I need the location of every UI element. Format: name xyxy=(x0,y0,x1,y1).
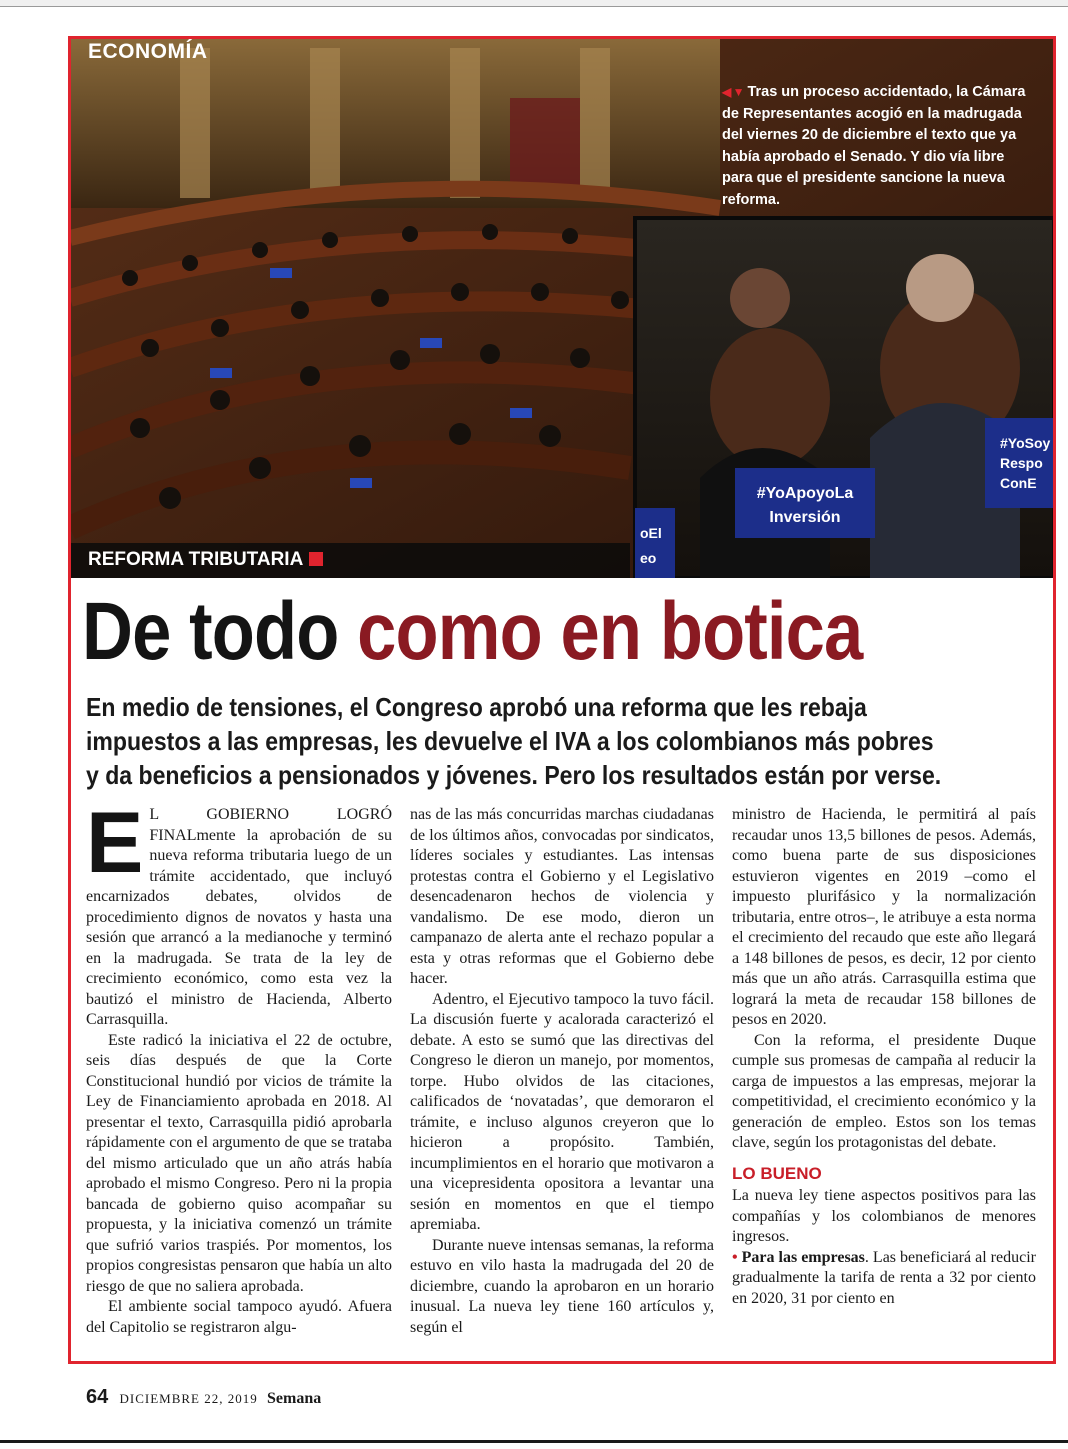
deck-line: En medio de tensiones, el Congreso aprobó una reforma que les rebaja xyxy=(86,692,867,722)
section-label: ECONOMÍA xyxy=(88,40,208,63)
kicker xyxy=(88,549,323,571)
bullet-text: . Las beneficiará al reducir gradualmente la tarifa de renta a 32 por ciento en 2020, 31 por ciento en xyxy=(732,1248,1036,1307)
magazine-name: Semana xyxy=(267,1390,322,1407)
page-footer xyxy=(86,1386,321,1409)
paragraph: Adentro, el Ejecutivo tampoco la tuvo fácil. La discusión fuerte y acalorada caracterizó el debate. A esto se sumó que las directivas del Congreso le dieron un manejo, por momentos, torpe. Hubo olvidos de las citaciones, calificados de ‘novatadas’, que demoraron el trámite, e incluso algunos creyeron que lo hicieron a propósito. También, incumplimientos en el horario que motivaron a una vicepresidenta opositora a levantar una sesión en momentos en que el tiempo apremiaba. xyxy=(410,990,714,1233)
photo-caption xyxy=(722,82,1032,211)
photo-caption-text: Tras un proceso accidentado, la Cámara de Representantes acogió en la madrugada del viernes 20 de diciembre el texto que ya había aprobado el Senado. Y dio vía libre para que el presidente sancione la nueva reforma. xyxy=(722,84,1026,208)
bullet-label: Para las empresas xyxy=(741,1248,865,1266)
paragraph: La nueva ley tiene aspectos positivos para las compañías y los colombianos de menores ingresos. xyxy=(732,1187,1036,1245)
caption-arrows-icon: ◀ ▼ xyxy=(722,85,744,99)
subheading: LO BUENO xyxy=(732,1163,822,1183)
body-column-2 xyxy=(410,805,714,1338)
svg-text:#YoApoyoLa: #YoApoyoLa xyxy=(756,485,854,502)
svg-text:Respo: Respo xyxy=(1000,455,1043,471)
svg-text:oEl: oEl xyxy=(640,525,662,541)
svg-text:ConE: ConE xyxy=(1000,475,1037,491)
deck-line: impuestos a las empresas, les devuelve el IVA a los colombianos más pobres xyxy=(86,726,934,756)
bottom-edge xyxy=(0,1440,1068,1443)
paragraph: nas de las más concurridas marchas ciudadanas de los últimos años, convocadas por sindicatos, líderes sociales y estudiantes. Las intensas protestas contra el Gobierno y el Legislativo desencadenaron hechos de violencia y vandalismo. De ese modo, dieron un campanazo de alerta ante el rechazo popular a esta y otras reformas que el Gobierno debe hacer. xyxy=(410,806,714,987)
body-column-1 xyxy=(86,795,392,1338)
body-column-3 xyxy=(732,805,1036,1309)
svg-text:#YoSoy: #YoSoy xyxy=(1000,435,1051,451)
kicker-text: REFORMA TRIBUTARIA xyxy=(88,549,304,570)
paragraph: El ambiente social tampoco ayudó. Afuera del Capitolio se registraron algu- xyxy=(86,1298,392,1336)
issue-date: DICIEMBRE 22, 2019 xyxy=(119,1391,258,1406)
headline-part-1: De todo xyxy=(82,586,339,677)
page-number: 64 xyxy=(86,1386,109,1408)
red-square-icon xyxy=(309,552,323,566)
deck-line: y da beneficios a pensionados y jóvenes. Pero los resultados están por verse. xyxy=(86,760,942,790)
paragraph: Este radicó la iniciativa el 22 de octubre, seis días después de que la Corte Constitucional hundió por vicios de trámite la Ley de Financiamiento aprobada en 2018. Al presentar el texto, Carrasquilla pidió aprobarla rápidamente con el argumento de que se trataba del mismo articulado que un año atrás había aprobado el mismo Congreso. Pero ni la propia bancada de gobierno quiso acompañar su propuesta, y la iniciativa comenzó un trámite que sufrió varios traspiés. Por momentos, los propios congresistas pensaron que había un alto riesgo de que no saliera aprobada. xyxy=(86,1031,392,1295)
svg-text:eo: eo xyxy=(640,550,657,566)
paragraph: ministro de Hacienda, le permitirá al país recaudar unos 13,5 billones de pesos. Además, como buena parte de sus disposiciones estuvieron vigentes en 2019 –como el impuesto plurifásico y la normalización tributaria, entre otros–, le atribuye a esta norma el crecimiento del recaudo que este año llegará a 148 billones de pesos, es decir, 12 por ciento más que un año atrás. Carrasquilla estima que logrará la meta de recaudar 158 billones de pesos en 2020. xyxy=(732,806,1036,1028)
deck xyxy=(86,690,1025,792)
campaign-sign xyxy=(735,468,875,538)
paragraph: Con la reforma, el presidente Duque cumple sus promesas de campaña al reducir la carga de impuestos a las empresas, mejorar la competitividad, el crecimiento económico y la generación de empleo. Estos son los temas clave, según los protagonistas del debate. xyxy=(732,1031,1036,1151)
paragraph: L GOBIERNO LOGRÓ FINALmente la aprobación de su nueva reforma tributaria luego de un trámite accidentado, que incluyó encarnizados debates, olvidos de procedimiento dignos de novatos y hasta una sesión que arrancó a la medianoche y terminó en la madrugada. Se trata de la ley de crecimiento económico, como esta vez la bautizó el ministro de Hacienda, Alberto Carrasquilla. xyxy=(86,806,392,1028)
svg-text:Inversión: Inversión xyxy=(769,509,841,526)
paragraph: Durante nueve intensas semanas, la reforma estuvo en vilo hasta la madrugada del 20 de diciembre, cuando la aprobaron en un horario inusual. La nueva ley tiene 160 artículos y, según el xyxy=(410,1236,714,1336)
dropcap: E xyxy=(86,795,144,891)
bullet-paragraph xyxy=(732,1248,1036,1310)
top-edge xyxy=(0,0,1068,7)
headline xyxy=(82,586,908,678)
headline-part-2: como en botica xyxy=(357,586,863,677)
bullet-dot-icon: • xyxy=(732,1248,742,1266)
